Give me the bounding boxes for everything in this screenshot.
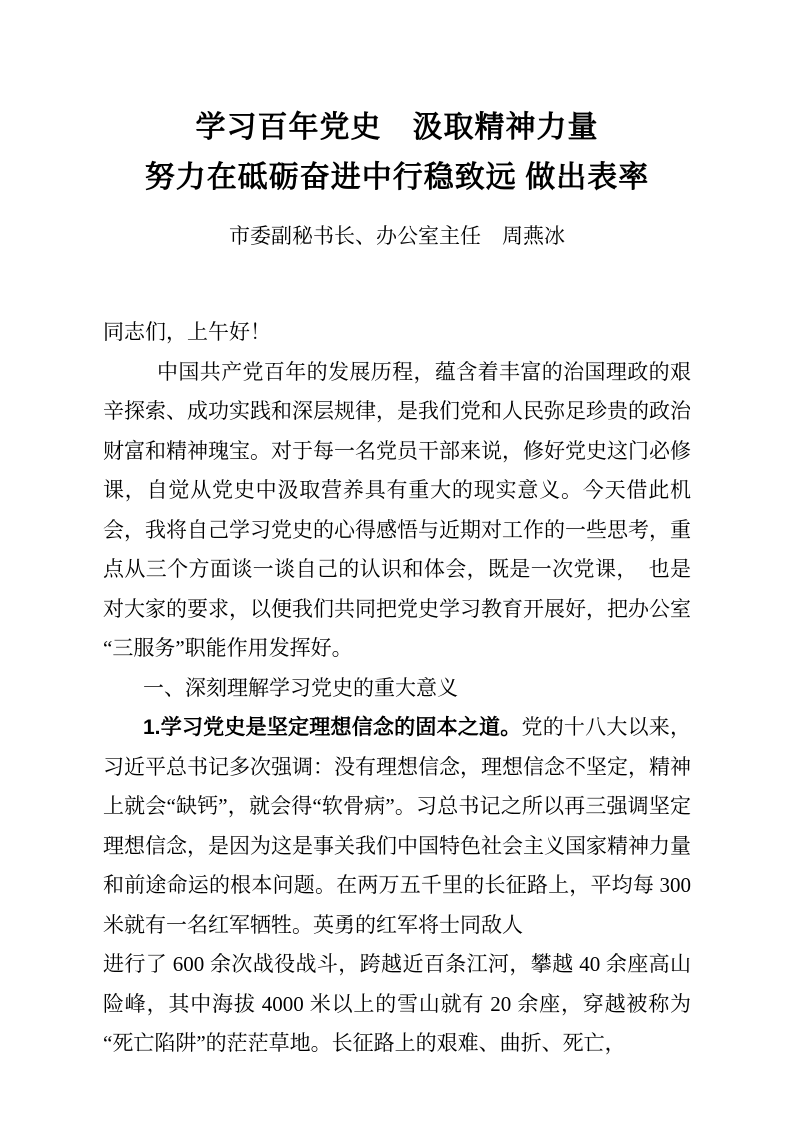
point-1-text-a: 党的十八大以来，习近平总书记多次强调：没有理想信念，理想信念不坚定，精神上就会“缺钙”，就会得“软骨病”。习总书记之所以再三强调坚定理想信念，是因为这是事关我们中国特色社会主义国家精神力量和前途命运的根本问题。在两万五千里的长征路上，平均每 300 米就有一名红军牺牲。英勇的红军将士同敌人: [103, 715, 692, 937]
title-line-1: 学习百年党史 汲取精神力量: [195, 111, 599, 144]
section-1-heading: 一、深刻理解学习党史的重大意义: [143, 675, 458, 700]
document-body: [103, 313, 691, 1064]
point-1-paragraph: [103, 708, 691, 1064]
title-line-2: 努力在砥砺奋进中行稳致远 做出表率: [144, 161, 650, 194]
document-title: [103, 103, 691, 203]
point-1-text-b: 进行了 600 余次战役战斗，跨越近百条江河，攀越 40 余座高山险峰，其中海拔 4000 米以上的雪山就有 20 余座，穿越被称为“死亡陷阱”的茫茫草地。长征路上的艰难、曲折、死亡，: [103, 952, 691, 1055]
intro-paragraph: 中国共产党百年的发展历程，蕴含着丰富的治国理政的艰辛探索、成功实践和深层规律，是我们党和人民弥足珍贵的政治财富和精神瑰宝。对于每一名党员干部来说，修好党史这门必修课，自觉从党史中汲取营养具有重大的现实意义。今天借此机会，我将自己学习党史的心得感悟与近期对工作的一些思考，重点从三个方面谈一谈自己的认识和体会，既是一次党课， 也是对大家的要求，以便我们共同把党史学习教育开展好，把办公室“三服务”职能作用发挥好。: [103, 359, 691, 660]
point-1-bold-lead: 1.学习党史是坚定理想信念的固本之道。: [143, 716, 522, 739]
greeting-paragraph: 同志们，上午好！: [103, 320, 271, 344]
author-line: 市委副秘书长、办公室主任 周燕冰: [229, 224, 565, 248]
